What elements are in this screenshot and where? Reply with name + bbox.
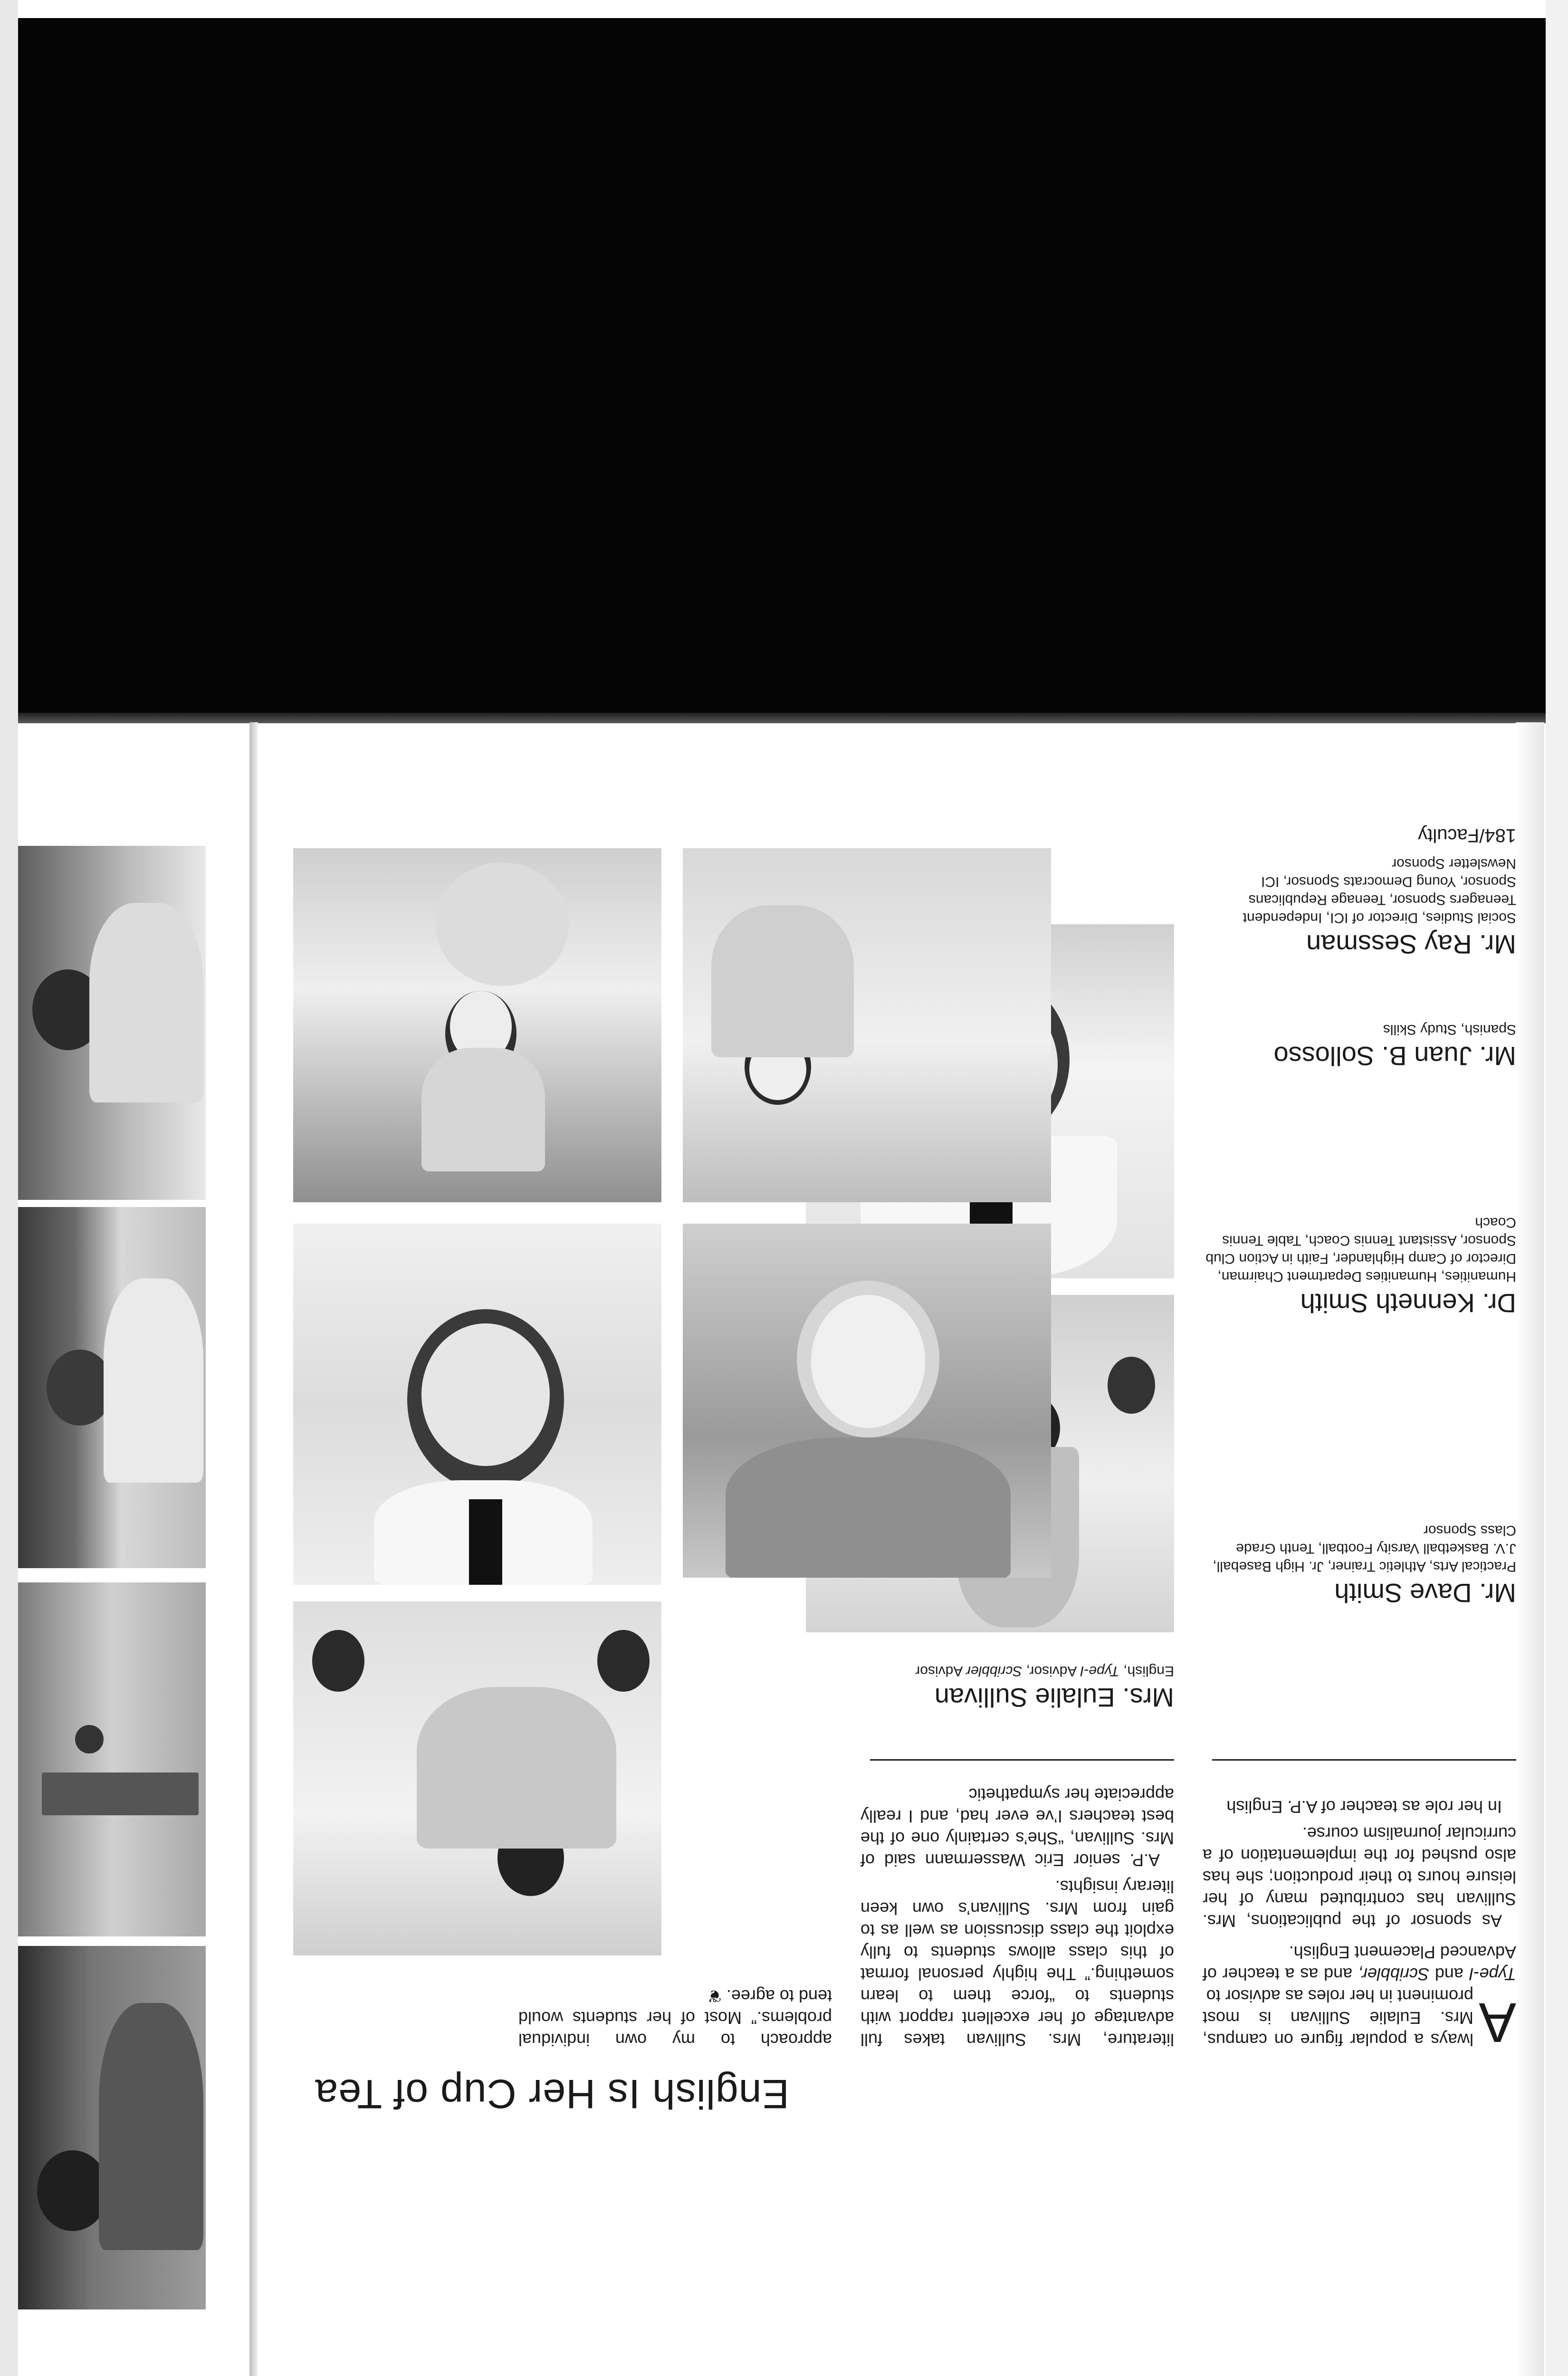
faculty-name: Mrs. Eulalie Sullivan xyxy=(934,1683,1174,1713)
faculty-roles: Spanish, Study Skills xyxy=(1383,1022,1516,1037)
scanner-band-edge xyxy=(18,713,1546,723)
article-column-2 xyxy=(860,1783,1174,2050)
photo-juan-sollosso xyxy=(293,848,661,1202)
text-and: and xyxy=(1429,1964,1469,1984)
faculty-roles: Humanities, Humanities Department Chairman, Director of Camp Highlander, Faith in Action Club Sponsor, Assistant Tennis Coach, Table Tennis Coach xyxy=(1205,1215,1516,1284)
column-rule xyxy=(870,1759,1174,1761)
article-closing-text: approach to my own individual problems.” Most of her students would tend to agree. xyxy=(518,1986,832,2050)
publication-type-i: Type-I xyxy=(1469,1964,1516,1984)
facing-page-photo-2 xyxy=(18,1207,206,1568)
photo-kenneth-smith-portrait xyxy=(683,848,1051,1202)
scan-right-margin xyxy=(1546,0,1568,2376)
faculty-name: Mr. Ray Sessman xyxy=(1306,929,1516,959)
roles-text: English, xyxy=(1119,1663,1174,1679)
end-mark-icon: ❦ xyxy=(707,1986,722,2006)
article-column-3 xyxy=(518,1985,832,2050)
article-paragraph xyxy=(518,1985,832,2050)
faculty-roles: Social Studies, Director of ICI, Independent Teenagers Sponsor, Teenage Republicans Sponsor, Young Democrats Sponsor, ICI Newsletter Sponsor xyxy=(1243,856,1516,926)
drop-cap: A xyxy=(1479,1991,1516,2054)
article-lead-text: lways a popular figure on campus, Mrs. Eulalie Sullivan is most prominent in her roles as advisor to xyxy=(1203,1986,1473,2050)
roles-italic: Scribbler xyxy=(966,1663,1023,1679)
facing-page-photo-3 xyxy=(18,1582,206,1936)
scanner-black-band xyxy=(18,18,1546,721)
article-column-1 xyxy=(1203,1796,1516,2054)
photo-faculty-portrait-4 xyxy=(683,1224,1051,1578)
facing-page-photo-4 xyxy=(18,1946,206,2309)
roles-text: Advisor xyxy=(915,1663,966,1679)
article-title: English Is Her Cup of Tea xyxy=(315,2071,789,2117)
facing-page-photo-1 xyxy=(18,846,206,1200)
article-paragraph: A.P. senior Eric Wassermann said of Mrs. Sullivan, “She’s certainly one of the best teachers I’ve ever had, and I really appreciate her sympathetic xyxy=(860,1785,1174,1870)
book-gutter xyxy=(249,722,258,2376)
faculty-roles: Practical Arts, Athletic Trainer, Jr. High Baseball, J.V. Basketball Varsity Football, Tenth Grade Class Sponsor xyxy=(1213,1523,1516,1574)
faculty-roles xyxy=(851,1662,1174,1680)
faculty-name: Mr. Juan B. Sollosso xyxy=(1273,1041,1516,1071)
scan-left-margin xyxy=(0,0,18,2376)
page-folio: 184/Faculty xyxy=(1418,825,1516,846)
faculty-name: Mr. Dave Smith xyxy=(1334,1578,1516,1608)
page-edge-shadow xyxy=(1516,722,1544,2376)
faculty-name: Dr. Kenneth Smith xyxy=(1300,1288,1516,1318)
photo-sullivan-with-students xyxy=(293,1601,661,1955)
article-paragraph: As sponsor of the publications, Mrs. Sullivan has contributed many of her leisure hours to their production; she has also pushed for the implementation of a curricular journalism course. xyxy=(1203,1824,1516,1931)
article-lead-rest: and as a teacher of Advanced Placement English. xyxy=(1203,1943,1516,1984)
column-rule xyxy=(1212,1759,1516,1761)
publication-scribbler: Scribbler, xyxy=(1358,1964,1430,1984)
roles-italic: Type-I xyxy=(1080,1663,1119,1679)
photo-faculty-portrait-3 xyxy=(293,1224,661,1585)
article-paragraph: literature, Mrs. Sullivan takes full advantage of her excellent rapport with students to “force them to learn something.” The highly personal format of this class allows students to fully exploit the class discussion as well as to gain from Mrs. Sullivan’s own keen literary insights. xyxy=(860,1877,1174,2050)
roles-text: Advisor, xyxy=(1022,1663,1080,1679)
article-paragraph: In her role as teacher of A.P. English xyxy=(1226,1797,1502,1817)
